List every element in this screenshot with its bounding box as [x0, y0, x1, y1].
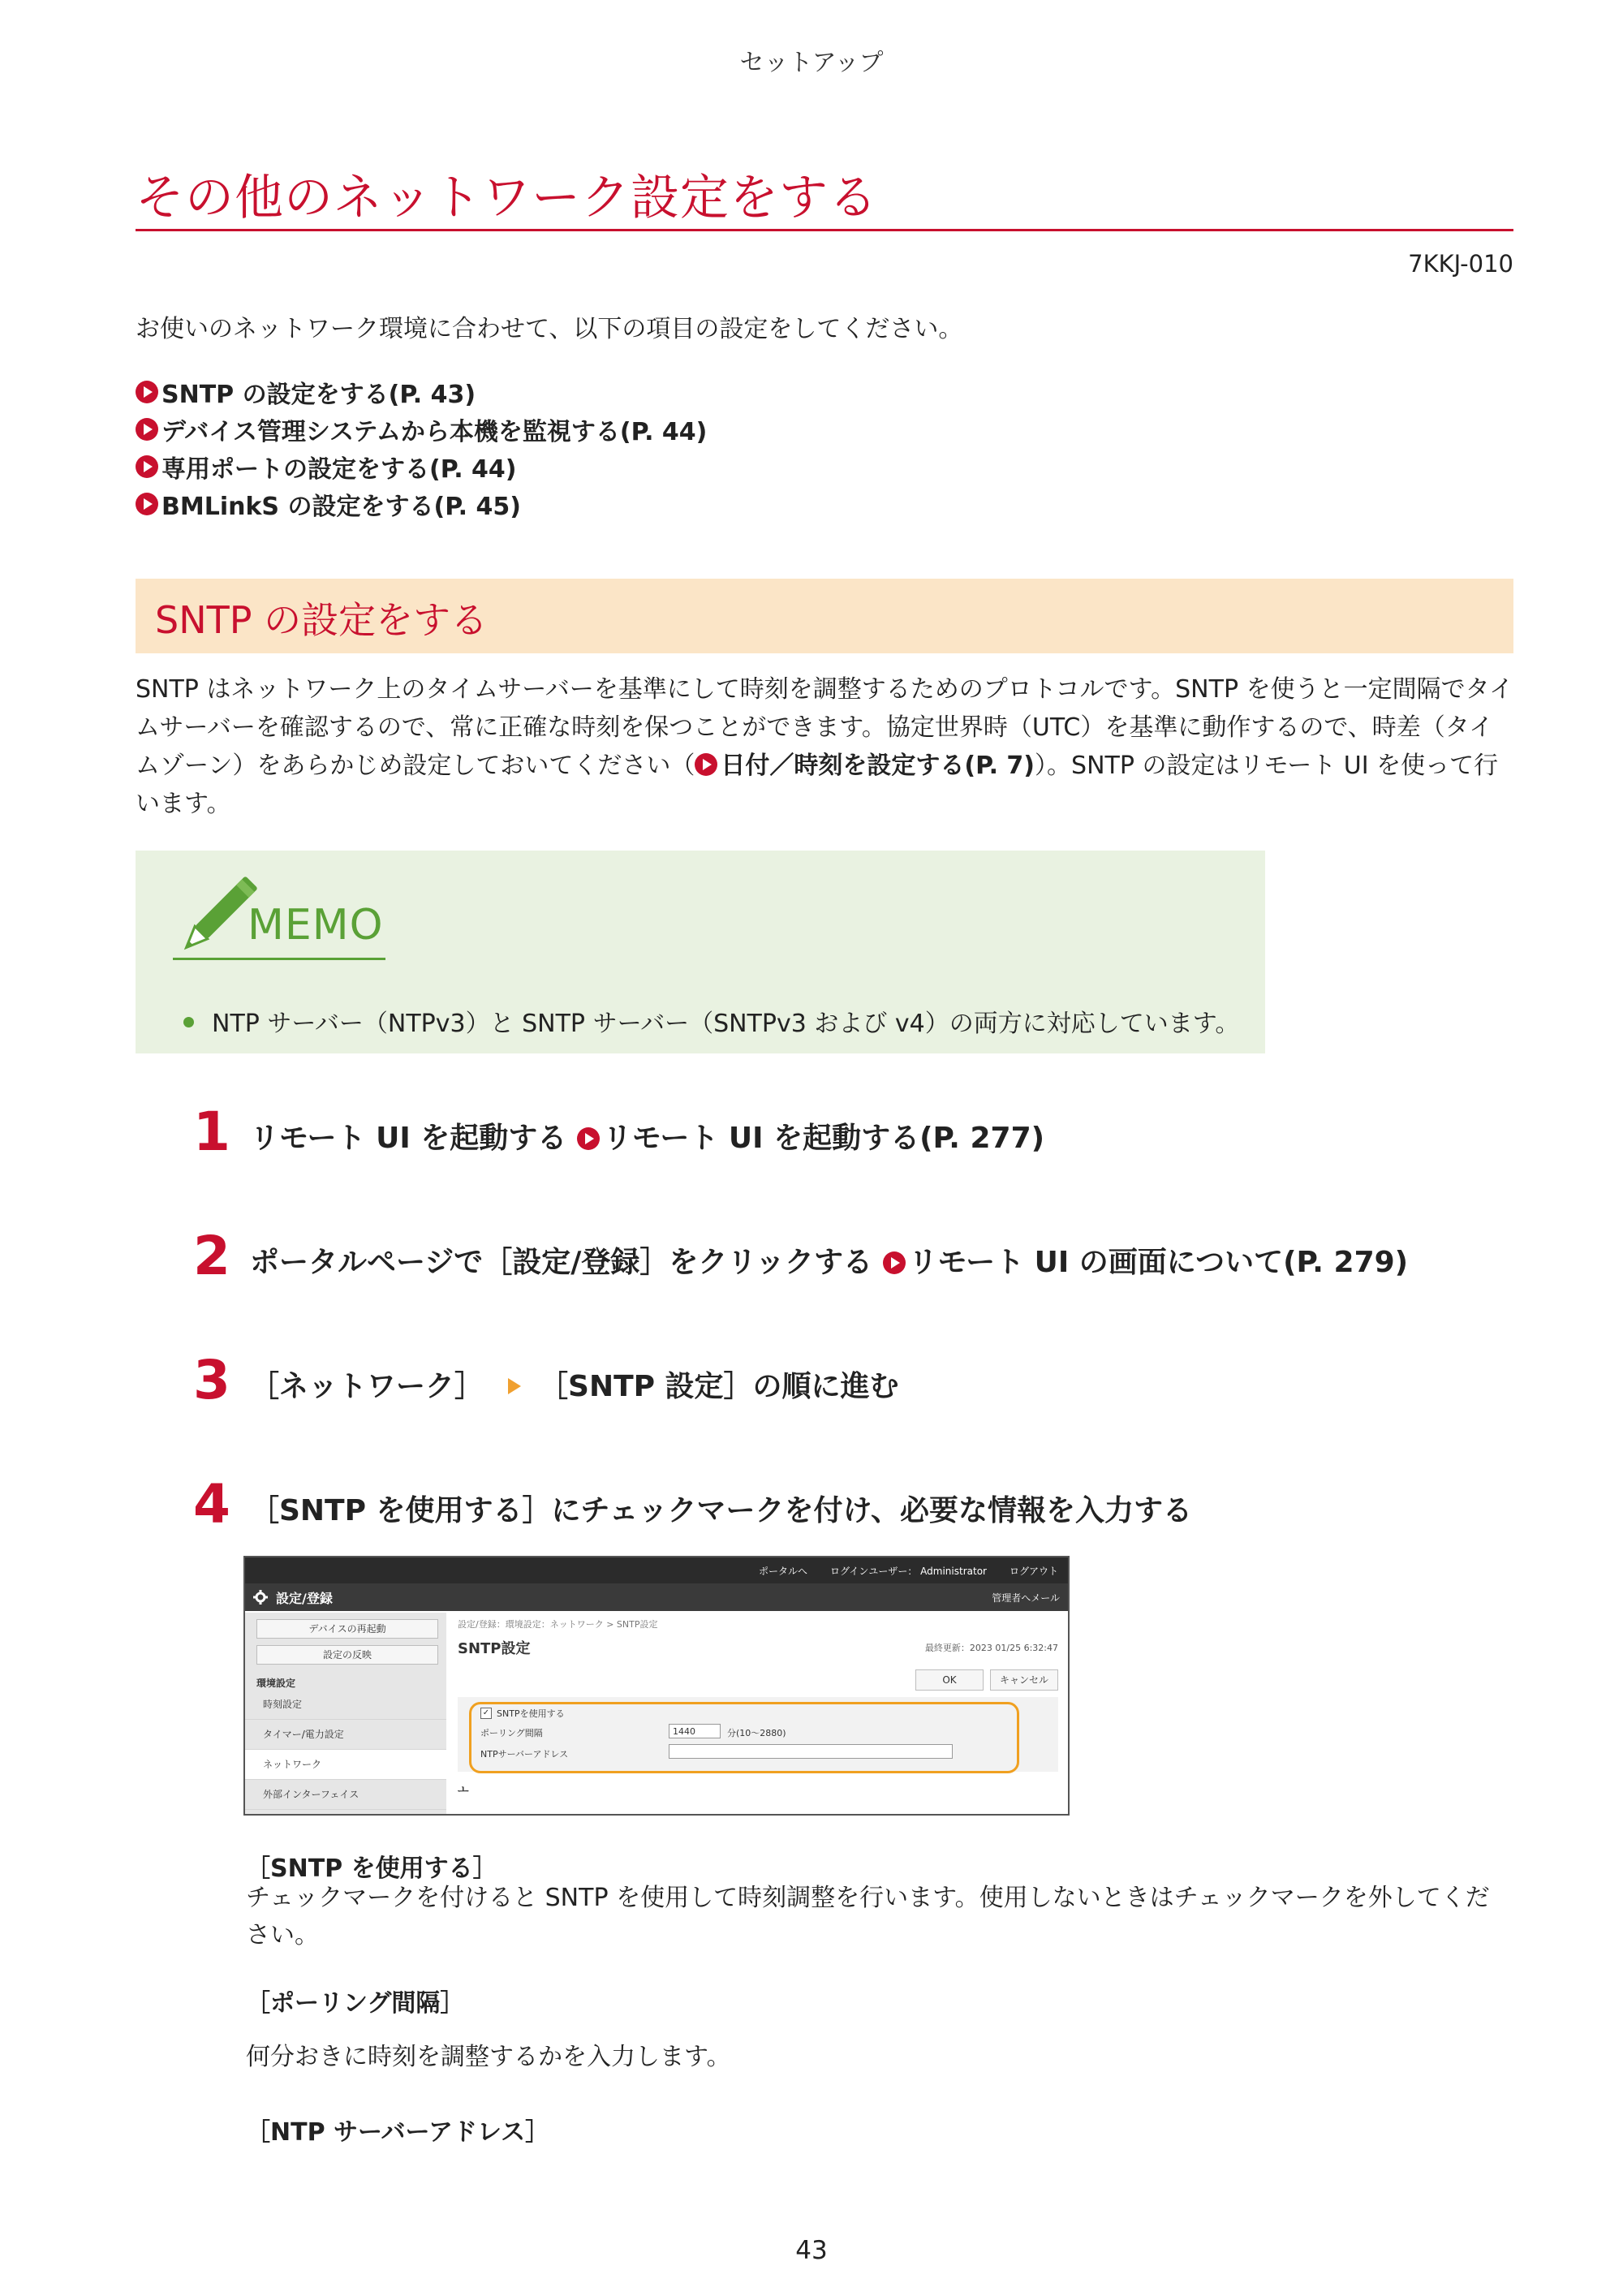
link-label: デバイス管理システムから本機を監視する(P. 44): [161, 418, 708, 446]
ui-main: [458, 1613, 1058, 1816]
link-date-time[interactable]: 日付／時刻を設定する(P. 7): [721, 752, 1035, 780]
arrow-link-icon: [577, 1127, 600, 1150]
gear-icon: [253, 1590, 268, 1605]
arrow-link-icon: [136, 381, 158, 403]
memo-underline: [173, 958, 385, 960]
ui-breadcrumb: 設定/登録：環境設定：ネットワーク > SNTP設定: [458, 1619, 658, 1630]
step-label: ［ネットワーク］: [250, 1370, 484, 1403]
definition-term: ［ポーリング間隔］: [246, 1989, 465, 2018]
ui-sidebar-item-network[interactable]: ネットワーク: [245, 1750, 446, 1780]
ui-page-heading: SNTP設定: [458, 1640, 531, 1657]
link-dedicated-port[interactable]: [136, 448, 707, 485]
triangle-right-icon: [508, 1378, 521, 1394]
step-link[interactable]: リモート UI の画面について(P. 279): [908, 1246, 1409, 1279]
ui-sidebar-heading: 環境設定: [256, 1678, 296, 1689]
ui-login-user: ログインユーザー： Administrator: [829, 1565, 987, 1577]
section-title: SNTP の設定をする: [155, 598, 489, 642]
page-title: その他のネットワーク設定をする: [136, 170, 878, 226]
link-label: 専用ポートの設定をする(P. 44): [161, 455, 517, 484]
page-number: 43: [795, 2236, 828, 2265]
step-text: [250, 1363, 899, 1405]
ui-logout-link[interactable]: ログアウト: [1009, 1565, 1058, 1577]
step-text: [250, 1239, 1408, 1281]
memo-item: [183, 1003, 1239, 1039]
link-sntp[interactable]: [136, 373, 707, 411]
ui-footer-mark: ㅗ: [458, 1784, 469, 1797]
ui-mail-admin-link[interactable]: 管理者へメール: [992, 1592, 1060, 1604]
title-rule: [136, 229, 1513, 231]
step-label: ポータルページで［設定/登録］をクリックする: [250, 1246, 872, 1279]
definition-term: ［NTP サーバーアドレス］: [246, 2118, 550, 2147]
ui-title: [253, 1588, 333, 1607]
memo-item-text: NTP サーバー（NTPv3）と SNTP サーバー（SNTPv3 および v4）の両方に対応しています。: [212, 1010, 1240, 1038]
link-list: [136, 373, 707, 523]
ui-portal-link[interactable]: ポータルへ: [758, 1565, 807, 1577]
ui-server-label: NTPサーバーアドレス: [480, 1749, 569, 1760]
ui-checkbox-label: SNTPを使用する: [497, 1708, 565, 1719]
section-body: [136, 670, 1515, 823]
running-header: セットアップ: [739, 49, 884, 77]
step-link[interactable]: リモート UI を起動する(P. 277): [602, 1122, 1045, 1155]
step-number: 1: [193, 1101, 230, 1163]
step-number: 3: [193, 1349, 230, 1411]
link-bmlinks[interactable]: [136, 485, 707, 523]
ui-sidebar: [245, 1613, 446, 1816]
bullet-icon: [183, 1017, 194, 1027]
ui-ok-button[interactable]: OK: [915, 1669, 984, 1691]
ui-form: [458, 1697, 1058, 1772]
arrow-link-icon: [695, 753, 717, 776]
arrow-link-icon: [883, 1251, 906, 1274]
ui-polling-input[interactable]: 1440: [669, 1724, 721, 1738]
arrow-link-icon: [136, 455, 158, 478]
ui-restart-button[interactable]: デバイスの再起動: [256, 1619, 438, 1639]
ui-polling-unit: 分(10～2880): [727, 1728, 786, 1738]
ui-top-bar: [245, 1557, 1068, 1583]
step-number: 4: [193, 1473, 230, 1536]
body-text: ）。SNTP の設定はリモート UI を使って行います。: [136, 752, 1499, 818]
intro-text: お使いのネットワーク環境に合わせて、以下の項目の設定をしてください。: [136, 315, 963, 343]
ui-apply-settings-button[interactable]: 設定の反映: [256, 1645, 438, 1665]
ui-title-text: 設定/登録: [276, 1590, 333, 1606]
definition-desc: チェックマークを付けると SNTP を使用して時刻調整を行います。使用しないときはチェックマークを外してください。: [246, 1884, 1490, 1949]
step-text: ［SNTP を使用する］にチェックマークを付け、必要な情報を入力する: [250, 1494, 1193, 1527]
arrow-link-icon: [136, 418, 158, 441]
definition-desc: 何分おきに時刻を調整するかを入力します。: [246, 2043, 731, 2071]
link-label: SNTP の設定をする(P. 43): [161, 381, 476, 409]
memo-label: MEMO: [248, 901, 384, 950]
ui-last-updated: 最終更新：2023 01/25 6:32:47: [924, 1643, 1058, 1653]
step-label: ［SNTP 設定］の順に進む: [539, 1370, 899, 1403]
ui-sntp-checkbox-row[interactable]: [480, 1707, 565, 1720]
step-text: [250, 1115, 1044, 1157]
checkbox-checked-icon[interactable]: ✓: [480, 1708, 492, 1719]
ui-title-bar: [245, 1583, 1068, 1611]
link-label: BMLinkS の設定をする(P. 45): [161, 493, 521, 521]
ui-sidebar-item-time[interactable]: 時刻設定: [245, 1690, 446, 1720]
remote-ui-screenshot: [243, 1556, 1070, 1816]
body-text: SNTP はネットワーク上のタイムサーバーを基準にして時刻を調整するためのプロトコルです。SNTP を使うと一定間隔でタイムサーバーを確認するので、常に正確な時刻を保つことができます。協定世界時（UTC）を基準に動作するので、時差（タイムゾーン）をあらかじめ設定しておいてください（: [136, 675, 1513, 780]
ui-sidebar-item-interface[interactable]: 外部インターフェイス: [245, 1780, 446, 1810]
ui-actions: [458, 1669, 1058, 1691]
ui-polling-label: ポーリング間隔: [480, 1728, 543, 1738]
arrow-link-icon: [136, 493, 158, 515]
link-device-management[interactable]: [136, 411, 707, 448]
ui-cancel-button[interactable]: キャンセル: [990, 1669, 1058, 1691]
ui-heading-row: [458, 1637, 1058, 1658]
step-number: 2: [193, 1225, 230, 1287]
doc-code: 7KKJ-010: [1408, 250, 1513, 278]
ui-sidebar-item-timer[interactable]: タイマー/電力設定: [245, 1720, 446, 1750]
ui-server-input[interactable]: [669, 1744, 953, 1759]
definition-term: ［SNTP を使用する］: [246, 1854, 497, 1883]
step-label: リモート UI を起動する: [250, 1122, 567, 1155]
